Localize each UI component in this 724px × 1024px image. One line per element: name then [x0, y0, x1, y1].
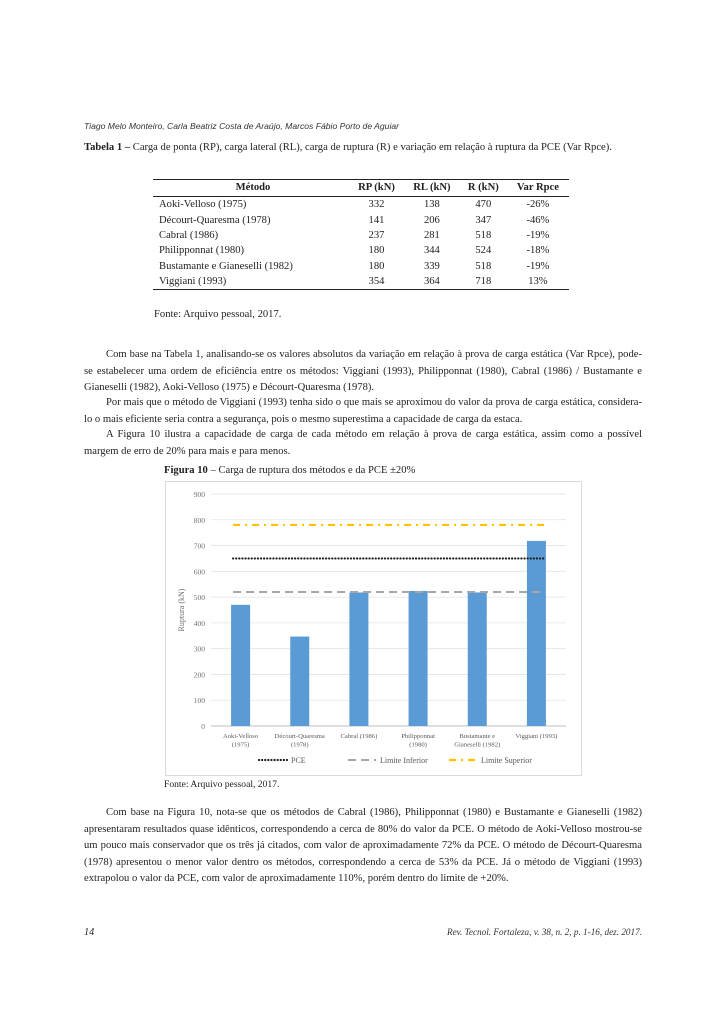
cell-method: Bustamante e Gianeselli (1982) — [159, 260, 293, 272]
cell-var-rpce: -19% — [526, 229, 550, 241]
cell-method: Philipponnat (1980) — [159, 245, 245, 257]
body-paragraph: Com base na Figura 10, nota-se que os métodos de Cabral (1986), Philipponnat (1980) e Bustamante e Gianeselli (1982) apresentaram resultados quase idênticos, correspondendo a cerca de 80% do valor da PCE. O método de Aoki-Velloso mostrou-se um pouco mais conservador que os três já citados, com valor de aproximadamente 72% da PCE. O método de Décourt-Quaresma (1978) apresentou o menor valor dentro os métodos, correspondendo a cerca de 53% da PCE. Já o método de Viggiani (1993) extrapolou o valor da PCE, com valor de aproximadamente 110%, porém dentro do limite de +20%. — [84, 807, 642, 884]
column-header-var-rpce: Var Rpce — [507, 180, 569, 197]
legend-label: Limite Superior — [481, 756, 532, 765]
cell-rl: 281 — [423, 229, 440, 241]
cell-r: 524 — [475, 245, 492, 257]
bar — [231, 605, 250, 726]
figure-source: Fonte: Arquivo pessoal, 2017. — [164, 779, 280, 790]
cell-r: 518 — [475, 260, 492, 272]
y-tick-label: 500 — [193, 593, 205, 603]
table-caption-label: Tabela 1 – — [84, 142, 131, 153]
results-table — [153, 179, 569, 290]
y-tick-label: 300 — [193, 644, 205, 654]
x-tick-label: Aoki-Velloso — [222, 733, 259, 740]
bar — [409, 591, 428, 726]
table-caption — [84, 140, 642, 155]
y-axis-label: Ruptura (kN) — [177, 588, 186, 632]
table-row — [153, 212, 569, 227]
table-row — [153, 228, 569, 243]
cell-method: Viggiani (1993) — [153, 274, 349, 290]
x-tick-label: Décourt-Quaresma — [274, 733, 325, 740]
cell-r: 347 — [475, 214, 492, 226]
column-header-rl: RL (kN) — [404, 180, 460, 197]
table-source: Fonte: Arquivo pessoal, 2017. — [154, 309, 282, 320]
cell-rp: 332 — [368, 199, 385, 211]
cell-rl: 138 — [423, 199, 440, 211]
figure-caption — [164, 465, 415, 476]
cell-rp: 237 — [368, 229, 385, 241]
x-tick-label: (1980) — [409, 741, 427, 749]
cell-method: Cabral (1986) — [159, 229, 219, 241]
y-tick-label: 0 — [201, 722, 205, 731]
body-paragraph: Por mais que o método de Viggiani (1993) tenha sido o que mais se aproximou do valor da prova de carga estática, considera-lo o mais eficiente seria contra a segurança, pois o mesmo superestima a capacidade de carga da estaca. — [84, 397, 642, 425]
x-tick-label: Philipponnat — [401, 733, 435, 740]
cell-r: 470 — [475, 199, 492, 211]
cell-method: Aoki-Velloso (1975) — [159, 199, 247, 211]
cell-rp: 180 — [368, 245, 385, 257]
table-row — [153, 197, 569, 213]
x-tick-label: Gianeselli (1982) — [454, 741, 501, 749]
column-header-rp: RP (kN) — [349, 180, 404, 197]
y-tick-label: 700 — [193, 541, 205, 551]
cell-rl: 339 — [423, 260, 440, 272]
cell-r: 718 — [460, 274, 507, 290]
cell-method: Décourt-Quaresma (1978) — [159, 214, 271, 226]
column-header-method: Método — [153, 180, 349, 197]
x-tick-label: (1975) — [231, 741, 250, 749]
cell-var-rpce: -18% — [526, 245, 550, 257]
bar — [527, 541, 546, 726]
rupture-load-chart — [165, 481, 582, 776]
table-row — [153, 274, 569, 290]
cell-rp: 180 — [368, 260, 385, 272]
page-number: 14 — [84, 927, 95, 938]
y-tick-label: 400 — [193, 618, 205, 628]
cell-var-rpce: -19% — [526, 260, 550, 272]
y-tick-label: 200 — [193, 670, 205, 680]
y-tick-label: 100 — [193, 696, 205, 706]
cell-var-rpce: -46% — [526, 214, 550, 226]
y-tick-label: 800 — [193, 515, 205, 525]
legend-label: Limite Inferior — [380, 756, 428, 765]
cell-rl: 364 — [404, 274, 460, 290]
x-tick-label: Bustamante e — [459, 733, 496, 740]
column-header-r: R (kN) — [460, 180, 507, 197]
bar — [290, 637, 309, 726]
cell-rp: 354 — [349, 274, 404, 290]
figure-caption-text: – Carga de ruptura dos métodos e da PCE ±20% — [207, 465, 416, 476]
y-tick-label: 900 — [193, 490, 205, 499]
bar — [349, 592, 368, 726]
table-caption-text: Carga de ponta (RP), carga lateral (RL), carga de ruptura (R) e variação em relação à ruptura da PCE (Var Rpce). — [130, 142, 612, 153]
table-row — [153, 243, 569, 258]
x-tick-label: Viggiani (1993) — [515, 733, 558, 740]
cell-var-rpce: -26% — [526, 199, 550, 211]
figure-caption-label: Figura 10 — [164, 465, 208, 476]
cell-rl: 206 — [423, 214, 440, 226]
x-tick-label: (1978) — [290, 741, 309, 749]
cell-rp: 141 — [368, 214, 385, 226]
cell-var-rpce: 13% — [507, 274, 569, 290]
table-row — [153, 259, 569, 274]
body-paragraph: Com base na Tabela 1, analisando-se os valores absolutos da variação em relação à prova de carga estática (Var Rpce), pode-se estabelecer uma ordem de eficiência entre os métodos: Viggiani (1993), Philipponnat (1980), Cabral (1986) / Bustamante e Gianeselli (1982), Aoki-Velloso (1975) e Décourt-Quaresma (1978). — [84, 349, 642, 393]
x-tick-label: Cabral (1986) — [340, 733, 378, 740]
cell-rl: 344 — [423, 245, 440, 257]
journal-reference: Rev. Tecnol. Fortaleza, v. 38, n. 2, p. 1-16, dez. 2017. — [446, 927, 642, 937]
body-paragraph: A Figura 10 ilustra a capacidade de carga de cada método em relação à prova de carga estática, assim como a possível margem de erro de 20% para mais e para menos. — [84, 429, 642, 457]
y-tick-label: 600 — [193, 567, 205, 577]
table-header-row — [153, 180, 569, 197]
legend-label: PCE — [291, 756, 306, 765]
cell-r: 518 — [475, 229, 492, 241]
bar — [468, 592, 487, 726]
chart-svg — [166, 482, 581, 775]
running-header-authors: Tiago Melo Monteiro, Carla Beatriz Costa de Araújo, Marcos Fábio Porto de Aguiar — [84, 121, 400, 131]
